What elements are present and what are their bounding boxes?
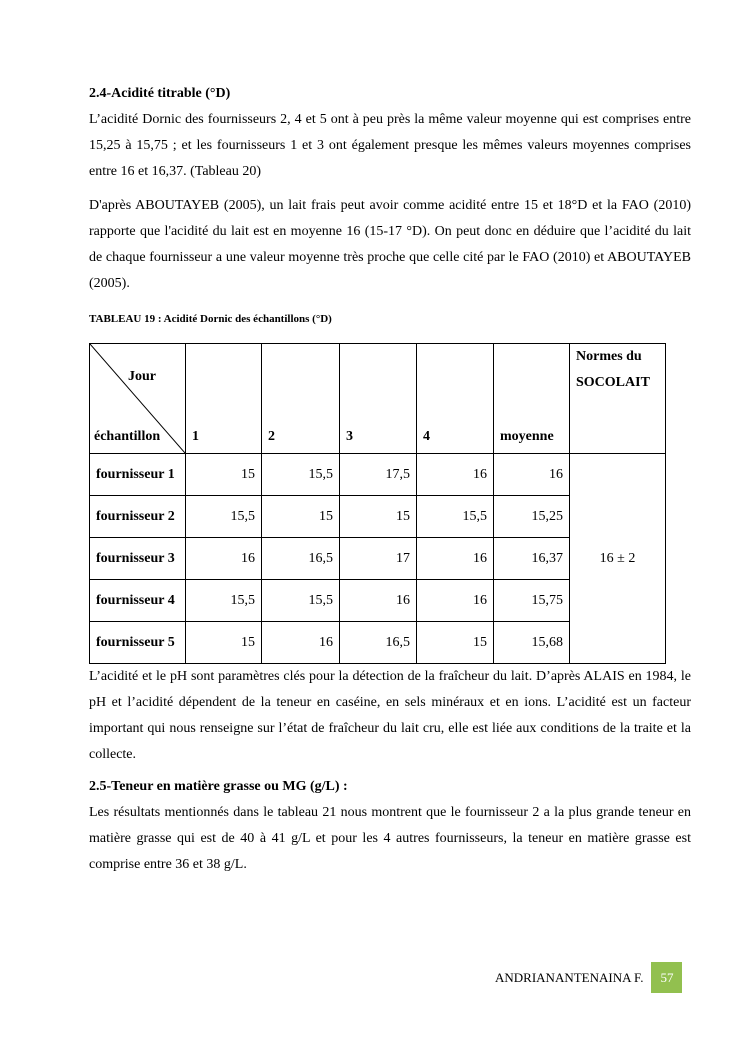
table-cell: 16: [494, 454, 570, 496]
corner-label-echantillon: échantillon: [94, 429, 161, 444]
table-cell: 16: [417, 454, 494, 496]
paragraph-acidity-references: D'après ABOUTAYEB (2005), un lait frais peut avoir comme acidité entre 15 et 18°D et la FAO (2010) rapporte que l'acidité du lait est en moyenne 16 (15-17 °D). On peut donc en déduire que l’acidité du lait de chaque fournisseur a une valeur moyenne très proche que celle cité par le FAO (2010) et ABOUTAYEB (2005).: [89, 198, 691, 291]
page-footer: [495, 962, 682, 993]
section-heading-acidity: 2.4-Acidité titrable (°D): [89, 86, 231, 101]
table-cell: 17,5: [340, 454, 417, 496]
table-cell: 17: [340, 538, 417, 580]
table-row: [90, 454, 666, 496]
table-cell: 15,5: [262, 454, 340, 496]
table-cell: 16,5: [340, 622, 417, 664]
table-cell: 15: [417, 622, 494, 664]
row-label: fournisseur 5: [90, 622, 186, 664]
table-cell: 16,5: [262, 538, 340, 580]
table-cell: 16: [262, 622, 340, 664]
table-header-row: [90, 344, 666, 454]
column-header: 4: [417, 344, 494, 454]
table-corner-cell: [90, 344, 186, 454]
table-cell: 15,68: [494, 622, 570, 664]
table-cell: 16: [340, 580, 417, 622]
normes-header-line2: SOCOLAIT: [576, 375, 650, 390]
footer-author: ANDRIANANTENAINA F.: [495, 969, 644, 985]
row-label: fournisseur 1: [90, 454, 186, 496]
table-cell: 16: [417, 538, 494, 580]
row-label: fournisseur 2: [90, 496, 186, 538]
column-header: 3: [340, 344, 417, 454]
table-cell: 15,75: [494, 580, 570, 622]
table-cell: 15: [186, 622, 262, 664]
table-cell: 15,5: [262, 580, 340, 622]
normes-value: 16 ± 2: [570, 454, 666, 664]
table-cell: 15: [186, 454, 262, 496]
table-cell: 15: [262, 496, 340, 538]
section-heading-fat-content: 2.5-Teneur en matière grasse ou MG (g/L) :: [89, 779, 348, 794]
page-number-badge: 57: [651, 962, 682, 993]
table-cell: 15: [340, 496, 417, 538]
normes-header-line1: Normes du: [576, 349, 642, 364]
document-page: [89, 85, 691, 878]
table-cell: 16,37: [494, 538, 570, 580]
table-cell: 16: [417, 580, 494, 622]
paragraph-fat-content: Les résultats mentionnés dans le tableau 21 nous montrent que le fournisseur 2 a la plus grande teneur en matière grasse qui est de 40 à 41 g/L et pour les 4 autres fournisseurs, la teneur en matière grasse est comprise entre 36 et 38 g/L.: [89, 805, 691, 872]
table-cell: 16: [186, 538, 262, 580]
table-cell: 15,5: [186, 496, 262, 538]
corner-label-jour: Jour: [128, 369, 156, 384]
column-header: 2: [262, 344, 340, 454]
table-cell: 15,25: [494, 496, 570, 538]
column-header: moyenne: [494, 344, 570, 454]
row-label: fournisseur 4: [90, 580, 186, 622]
paragraph-acidity-ph: L’acidité et le pH sont paramètres clés pour la détection de la fraîcheur du lait. D’après ALAIS en 1984, le pH et l’acidité dépendent de la teneur en caséine, en sels minéraux et en ions. L’acidité est un facteur important qui nous renseigne sur l’état de fraîcheur du lait cru, elle est liée aux conditions de la traite et la collecte.: [89, 669, 691, 762]
paragraph-acidity-summary: L’acidité Dornic des fournisseurs 2, 4 et 5 ont à peu près la même valeur moyenne qui est comprises entre 15,25 à 15,75 ; et les fournisseurs 1 et 3 ont également presque les mêmes valeurs moyennes comprises entre 16 et 16,37. (Tableau 20): [89, 112, 691, 179]
row-label: fournisseur 3: [90, 538, 186, 580]
normes-header: [570, 344, 666, 454]
table-cell: 15,5: [417, 496, 494, 538]
table-cell: 15,5: [186, 580, 262, 622]
column-header: 1: [186, 344, 262, 454]
acidity-table: [89, 343, 666, 664]
table-caption: TABLEAU 19 : Acidité Dornic des échantillons (°D): [89, 313, 332, 325]
